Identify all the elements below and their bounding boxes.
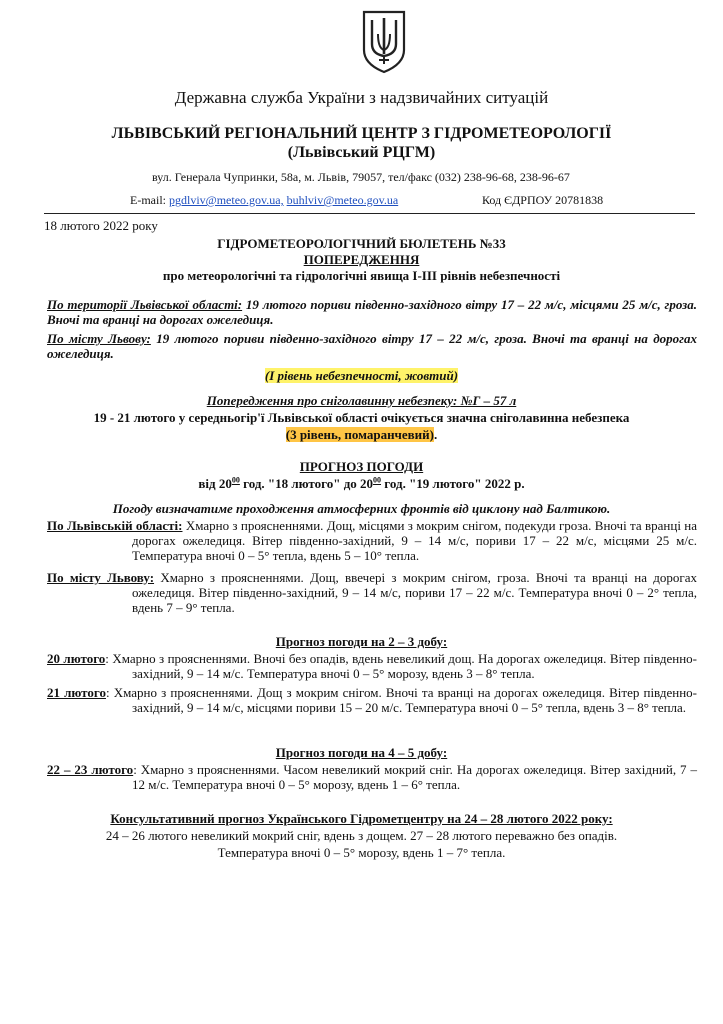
warning-level-badge: (І рівень небезпечності, жовтий) — [264, 368, 459, 383]
address-line: вул. Генерала Чупринки, 58а, м. Львів, 79057, тел/факс (032) 238-96-68, 238-96-67 — [152, 170, 570, 184]
bulletin-title: ГІДРОМЕТЕОРОЛОГІЧНИЙ БЮЛЕТЕНЬ №33 — [217, 236, 506, 251]
warning-city — [47, 331, 697, 361]
forecast-title: ПРОГНОЗ ПОГОДИ — [299, 459, 424, 474]
forecast-region-label: По Львівській області: — [47, 518, 183, 533]
forecast-city-text: Хмарно з проясненнями. Дощ, ввечері з мокрим снігом, гроза. Вночі та вранці на дорогах ожеледиця. Вітер південно-західний, 9 – 14 м/с, пориви 17 – 22 м/с. Температура вночі 0 – 2° тепла, вдень 7 – 9° тепла. — [132, 570, 698, 615]
forecast-region-text: Хмарно з проясненнями. Дощ, місцями з мокрим снігом, подекуди гроза. Вночі та вранці на дорогах ожеледиця. Вітер південно-західний, 9 – 14 м/с, пориви 17 – 22 м/с, місцями 25 м/с. Температура вночі 0 – 5° тепла, вдень 5 – 10° тепла. — [132, 518, 698, 563]
avalanche-title: Попередження про сніголавинну небезпеку: №Г – 57 л — [206, 393, 517, 408]
warning-city-label: По місту Львову: — [47, 331, 151, 346]
edrpou-code: Код ЄДРПОУ 20781838 — [482, 193, 604, 207]
avalanche-level-badge: (3 рівень, помаранчевий) — [285, 427, 434, 442]
forecast-day-21: 21 лютого: Хмарно з проясненнями. Дощ з мокрим снігом. Вночі та вранці на дорогах ожеледиця. Вітер південно-західний, 9 – 14 м/с, місцями пориви 15 – 20 м/с. Температура вночі 0 – 5° тепла, вдень 3 – 8° тепла. — [47, 685, 697, 715]
coat-of-arms-icon — [361, 10, 407, 74]
consult-line-2: Температура вночі 0 – 5° морозу, вдень 1 – 7° тепла. — [217, 845, 506, 860]
center-short-name: (Львівський РЦГМ) — [287, 144, 436, 161]
forecast-city — [47, 570, 697, 615]
warning-level — [0, 368, 723, 383]
warning-region — [47, 297, 697, 327]
email-line — [130, 193, 398, 208]
email-link-buhlviv[interactable]: buhlviv@meteo.gov.ua — [286, 193, 399, 207]
synoptic-situation: Погоду визначатиме проходження атмосферних фронтів від циклону над Балтикою. — [112, 501, 611, 516]
bulletin-date: 18 лютого 2022 року — [44, 218, 158, 233]
forecast-days-22-23: 22 – 23 лютого: Хмарно з проясненнями. Часом невеликий мокрий сніг. На дорогах ожеледиця. Вітер західний, 7 – 12 м/с. Температура вночі 0 – 5° морозу, вдень 1 – 6° тепла. — [47, 762, 697, 792]
center-name: ЛЬВІВСЬКИЙ РЕГІОНАЛЬНИЙ ЦЕНТР З ГІДРОМЕТЕОРОЛОГІЇ — [111, 125, 612, 142]
header-divider — [44, 213, 695, 214]
forecast-2-3-title: Прогноз погоди на 2 – 3 добу: — [275, 634, 448, 649]
warning-heading: ПОПЕРЕДЖЕННЯ — [303, 252, 420, 267]
forecast-city-label: По місту Львову: — [47, 570, 155, 585]
warning-region-text: 19 лютого пориви південно-західного вітру 17 – 22 м/с, місцями 25 м/с, гроза. Вночі та вранці на дорогах ожеледиця. — [47, 297, 697, 327]
consult-title: Консультативний прогноз Українського Гідрометцентру на 24 – 28 лютого 2022 року: — [110, 811, 613, 826]
warning-about: про метеорологічні та гідрологічні явища І-ІІІ рівнів небезпечності — [162, 268, 561, 283]
avalanche-text: 19 - 21 лютого у середньогір'ї Львівської області очікується значна сніголавинна небезпека — [93, 410, 630, 425]
warning-city-text: 19 лютого пориви південно-західного вітру 17 – 22 м/с, гроза. Вночі та вранці на дорогах ожеледиця. — [47, 331, 697, 361]
forecast-4-5-title: Прогноз погоди на 4 – 5 добу: — [275, 745, 448, 760]
avalanche-level: (3 рівень, помаранчевий). — [285, 427, 438, 442]
email-label: E-mail: — [130, 193, 166, 207]
forecast-period: від $20^{00}$ год. "18 лютого" до $20^{00}$ год. "19 лютого" 2022 р. — [198, 475, 525, 491]
forecast-day-20: 20 лютого: Хмарно з проясненнями. Вночі без опадів, вдень невеликий дощ. На дорогах ожеледиця. Вітер південно-західний, 9 – 14 м/с. Температура вночі 0 – 5° морозу, вдень 3 – 8° тепла. — [47, 651, 697, 681]
warning-region-label: По території Львівської області: — [47, 297, 243, 312]
forecast-region — [47, 518, 697, 563]
agency-name: Державна служба України з надзвичайних ситуацій — [174, 88, 549, 107]
consult-line-1: 24 – 26 лютого невеликий мокрий сніг, вдень з дощем. 27 – 28 лютого переважно без опадів. — [105, 828, 618, 843]
email-link-pgdlviv[interactable]: pgdlviv@meteo.gov.ua, — [169, 193, 284, 207]
